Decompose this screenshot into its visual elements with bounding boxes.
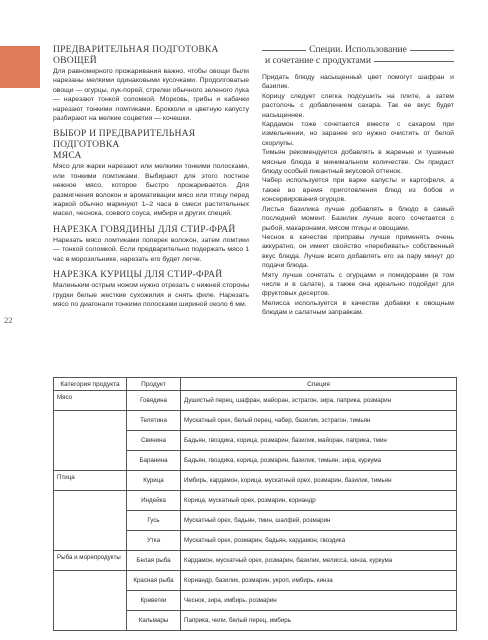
accent-bar (0, 46, 40, 88)
cell-spice: Мускатный орех, бадьян, тмин, шалфей, розмарин (181, 511, 457, 531)
cell-spice: Имбирь, кардамон, корица, мускатный орех, розмарин, базилик, тимьян (181, 471, 457, 491)
cell-product: Креветки (127, 591, 181, 611)
cell-product: Свинина (127, 431, 181, 451)
right-column (262, 44, 454, 318)
table-row (54, 491, 457, 511)
section-heading-line2: МЯСА (53, 150, 82, 162)
section-text: Нарезать мясо ломтиками поперек волокон, затем ломтики — тонкой соломкой. Если предварительно подержать мясо 1 час в морозильнике, нарезать его будет легче. (53, 236, 249, 263)
paragraph: Мелисса используется в качестве добавки к овощным блюдам и салатным заправкам. (262, 299, 454, 317)
cell-category (54, 411, 127, 431)
paragraph: Чабер используется при варке капусты и картофеля, а также во время приготовления блюд из бобов и консервирования огурцов. (262, 177, 454, 204)
paragraph: Мяту лучше сочетать с огурцами и помидорами (в том числе и в салате), а также она идеально подойдет для фруктовых десертов. (262, 271, 454, 298)
section-vegetables (53, 44, 249, 123)
cell-product: Говядина (127, 391, 181, 411)
title-dash-right (374, 61, 454, 62)
cell-category: Мясо (54, 391, 127, 411)
cell-spice: Бадьян, гвоздика, корица, розмарин, базилик, тимьян, зира, куркума (181, 451, 457, 471)
cell-product: Телятина (127, 411, 181, 431)
header-product: Продукт (127, 378, 181, 391)
section-heading: НАРЕЗКА ГОВЯДИНЫ ДЛЯ СТИР-ФРАЙ (53, 223, 236, 235)
cell-category (54, 571, 127, 591)
left-column (53, 44, 249, 314)
paragraph: Кардамон тоже сочетается вместе с сахаром при измельчении, но заранее его нужно очистить от белой скорлупы. (262, 121, 454, 147)
header-spice: Специя (181, 378, 457, 391)
cell-category (54, 611, 127, 631)
cell-product: Гусь (127, 511, 181, 531)
table-row (54, 471, 457, 491)
right-title-line1 (262, 44, 454, 55)
table-row (54, 431, 457, 451)
cell-product: Индейка (127, 491, 181, 511)
section-beef (53, 224, 249, 264)
cell-spice: Душистый перец, шафран, майоран, эстрагон, зира, паприка, розмарин (181, 391, 457, 411)
cell-product: Белая рыба (127, 551, 181, 571)
section-text: Мясо для жарки нарезают или мелкими тонкими полосками, или тонкими ломтиками. Выбирают для этого постное нежное мясо, которое быстро прожаривается. Для размягчения волокон и аромативации мясо или птицу перед жаркой обычно маринуют 1–2 часа в смеси растительных масел, чеснока, соевого соуса, имбиря и других специй. (53, 163, 249, 218)
table-row (54, 411, 457, 431)
right-title-text: Специи. Использование (309, 44, 407, 55)
table-row (54, 531, 457, 551)
cell-category (54, 431, 127, 451)
right-title (262, 44, 454, 66)
right-title-line2 (262, 55, 454, 66)
paragraph: Придать блюду насыщенный цвет помогут шафран и базилик. (262, 74, 454, 91)
table-row (54, 391, 457, 411)
section-heading: ВЫБОР И ПРЕДВАРИТЕЛЬНАЯ ПОДГОТОВКА (53, 128, 196, 151)
table-header-row (54, 378, 457, 391)
paragraph: Корицу следует слегка подсушить на плите, а затем растолочь с добавлением сахара. Так ее вкус будет насыщеннее. (262, 92, 454, 119)
spice-table-grid (53, 377, 457, 631)
cell-spice: Мускатный орех, белый перец, чабер, базилик, эстрагон, тимьян (181, 411, 457, 431)
section-heading: НАРЕЗКА КУРИЦЫ ДЛЯ СТИР-ФРАЙ (53, 269, 223, 281)
cell-category (54, 451, 127, 471)
table-row (54, 571, 457, 591)
title-dash-right (410, 50, 454, 51)
section-heading: ПРЕДВАРИТЕЛЬНАЯ ПОДГОТОВКА ОВОЩЕЙ (53, 44, 219, 66)
cell-category (54, 491, 127, 511)
paragraph: Чеснок в качестве приправы лучше применять очень аккуратно, он имеет свойство «перебивать» собственный вкус блюда. Лучше всего добавлять его за пару минут до подачи блюда. (262, 233, 454, 270)
paragraph: Листья базилика лучше добавлять в блюдо в самый последний момент. Базилик лучше всего сочетается с рыбой, макаронами, мясом птицы и овощами. (262, 205, 454, 232)
table-row (54, 511, 457, 531)
cell-spice: Корица, мускатный орех, розмарин, кориандр (181, 491, 457, 511)
cell-category (54, 511, 127, 531)
cell-category: Рыба и морепродукты (54, 551, 127, 571)
table-row (54, 551, 457, 571)
table-row (54, 611, 457, 631)
title-dash-left (262, 50, 306, 51)
cell-spice: Паприка, чили, белый перец, имбирь (181, 611, 457, 631)
section-chicken (53, 269, 249, 309)
cell-spice: Кориандр, базилик, розмарин, укроп, имбирь, кинза (181, 571, 457, 591)
cell-product: Красная рыба (127, 571, 181, 591)
cell-category (54, 591, 127, 611)
cell-spice: Бадьян, гвоздика, корица, розмарин, базилик, майоран, паприка, тмин (181, 431, 457, 451)
cell-category (54, 531, 127, 551)
paragraph: Тимьян рекомендуется добавлять в жареные и тушеные мясные блюда в минимальном количестве. Он придаст блюду особый пикантный вкусовой оттенок. (262, 149, 454, 176)
right-title-text: и сочетание с продуктами (265, 55, 372, 66)
cell-product: Утка (127, 531, 181, 551)
table-row (54, 451, 457, 471)
section-meat (53, 128, 249, 218)
cell-product: Курица (127, 471, 181, 491)
header-category: Категория продукта (54, 378, 127, 391)
cell-product: Кальмары (127, 611, 181, 631)
cell-spice: Кардамон, мускатный орех, розмарин, базилик, мелисса, кинза, куркума (181, 551, 457, 571)
cell-category: Птица (54, 471, 127, 491)
table-row (54, 591, 457, 611)
cell-product: Баранина (127, 451, 181, 471)
section-text: Для равномерного прожаривания важно, чтобы овощи были нарезаны мелкими одинаковыми кусочками. Продолговатые овощи — огурцы, лук-порей, стрелки обычного зеленого лука — нарезают тонкой соломкой. Морковь, грибы и кабачки нарезают тонкими ломтиками. Брокколи и цветную капусту разбирают на мелкие соцветия — кочешки. (53, 68, 249, 123)
spice-table (53, 377, 457, 631)
page-number: 22 (4, 315, 13, 325)
cell-spice: Чеснок, зира, имбирь, розмарин (181, 591, 457, 611)
cell-spice: Мускатный орех, розмарин, бадьян, кардамон, гвоздика (181, 531, 457, 551)
section-text: Маленьким острым ножом нужно отрезать с нижней стороны грудки белые жесткие сухожилия и снять филе. Нарезать мясо по диагонали тонкими полосками шириной около 6 мм. (53, 282, 249, 308)
